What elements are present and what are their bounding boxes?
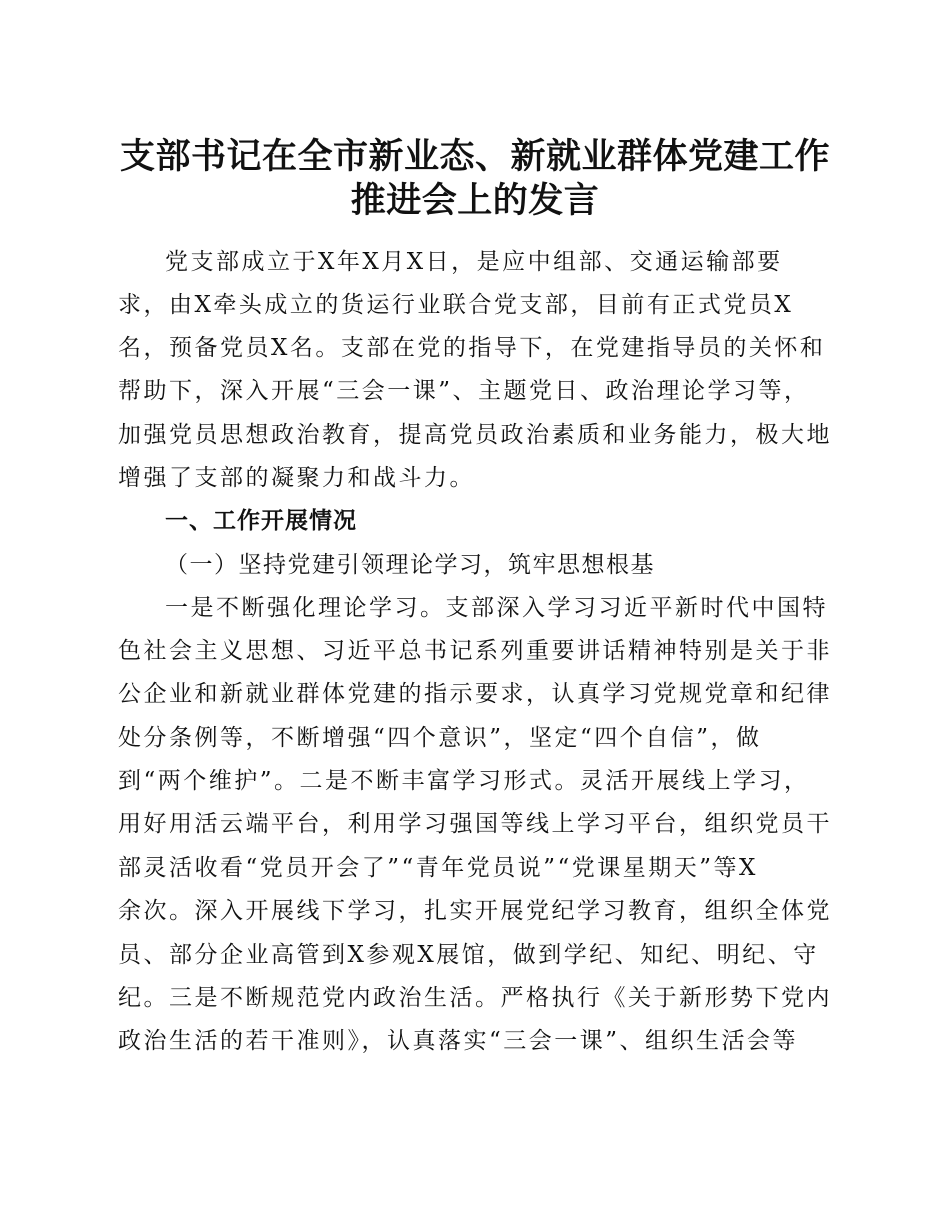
intro-paragraph-line: 加强党员思想政治教育，提高党员政治素质和业务能力，极大地 [118, 422, 832, 448]
body-paragraph-line: 用好用活云端平台，利用学习强国等线上学习平台，组织党员干 [118, 811, 832, 837]
intro-paragraph-line: 增强了支部的凝聚力和战斗力。 [118, 465, 475, 491]
body-paragraph-line: 余次。深入开展线下学习，扎实开展党纪学习教育，组织全体党 [118, 898, 832, 924]
body-paragraph-line: 纪。三是不断规范党内政治生活。严格执行《关于新形势下党内 [118, 985, 832, 1011]
intro-paragraph-line: 求，由X牵头成立的货运行业联合党支部，目前有正式党员X [118, 292, 794, 318]
intro-paragraph-line: 帮助下，深入开展“三会一课”、主题党日、政治理论学习等， [118, 378, 810, 404]
section-heading: 一、工作开展情况 [165, 508, 357, 534]
body-paragraph-line: 到“两个维护”。二是不断丰富学习形式。灵活开展线上学习， [118, 768, 810, 794]
body-paragraph-line: 员、部分企业高管到X参观X展馆，做到学纪、知纪、明纪、守 [118, 942, 819, 968]
intro-paragraph-line: 党支部成立于X年X月X日，是应中组部、交通运输部要 [165, 249, 783, 275]
document-title-line-1: 支部书记在全市新业态、新就业群体党建工作 [119, 136, 830, 177]
body-paragraph-line: 一是不断强化理论学习。支部深入学习习近平新时代中国特 [165, 595, 828, 621]
body-paragraph-line: 色社会主义思想、习近平总书记系列重要讲话精神特别是关于非 [118, 638, 832, 664]
subsection-heading: （一）坚持党建引领理论学习，筑牢思想根基 [165, 552, 655, 578]
intro-paragraph-line: 名，预备党员X名。支部在党的指导下，在党建指导员的关怀和 [118, 335, 826, 361]
body-paragraph-line: 处分条例等，不断增强“四个意识”，坚定“四个自信”，做 [118, 725, 762, 751]
document-title-line-2: 推进会上的发言 [350, 180, 600, 221]
body-paragraph-line: 政治生活的若干准则》，认真落实“三会一课”、组织生活会等 [118, 1028, 799, 1054]
body-paragraph-line: 公企业和新就业群体党建的指示要求，认真学习党规党章和纪律 [118, 681, 832, 707]
body-paragraph-line: 部灵活收看“党员开会了”“青年党员说”“党课星期天”等X [118, 855, 758, 881]
